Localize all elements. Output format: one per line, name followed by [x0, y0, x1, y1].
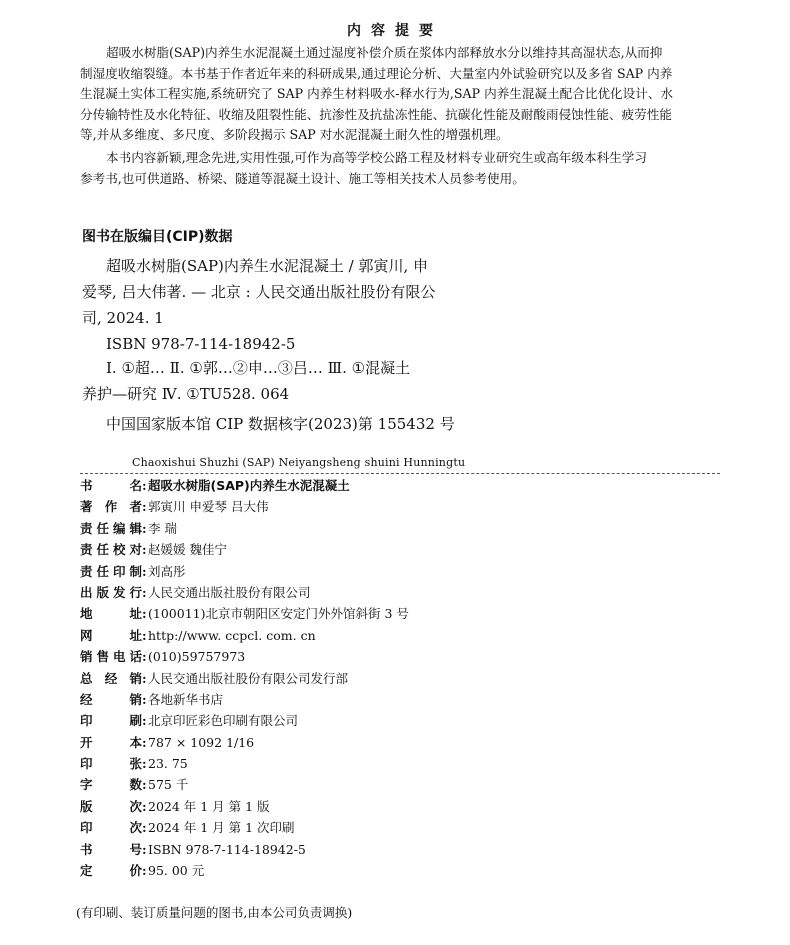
- colophon-row: [80, 647, 720, 668]
- label-char: 责: [80, 563, 93, 579]
- summary-title: 内容提要: [347, 23, 443, 39]
- colophon-row: [80, 797, 720, 818]
- label-char: 辑: [129, 520, 142, 536]
- colophon-row: [80, 818, 720, 839]
- colophon-label: [80, 754, 142, 772]
- label-colon: :: [142, 649, 147, 665]
- label-char: 销: [129, 670, 142, 686]
- label-colon: :: [142, 691, 147, 707]
- colophon-value: 李 瑞: [148, 520, 177, 536]
- label-colon: :: [142, 734, 147, 750]
- label-char: 经: [104, 670, 118, 686]
- label-colon: :: [142, 756, 147, 772]
- colophon-label: [80, 540, 142, 558]
- colophon-value: 人民交通出版社股份有限公司发行部: [148, 670, 349, 686]
- label-char: 销: [129, 691, 142, 707]
- label-char: 价: [129, 863, 142, 879]
- cip-heading: 图书在版编目(CIP)数据: [82, 229, 233, 245]
- summary-line: 生混凝土实体工程实施,系统研究了 SAP 内养生材料吸水-释水行为,SAP 内养生混凝土配合比优化设计、水: [80, 86, 674, 101]
- label-colon: :: [142, 499, 147, 515]
- colophon-row: [80, 562, 720, 583]
- label-char: 总: [80, 670, 93, 686]
- cip-number-block: [82, 411, 502, 437]
- colophon-label: [80, 775, 142, 793]
- cip-number: 中国国家版本馆 CIP 数据核字(2023)第 155432 号: [106, 415, 455, 433]
- label-char: 址: [129, 627, 142, 643]
- label-char: 责: [80, 520, 93, 536]
- colophon-value: 郭寅川 申爱琴 吕大伟: [148, 499, 269, 515]
- label-char: 书: [80, 841, 93, 857]
- label-char: 著: [80, 499, 93, 515]
- colophon-label: [80, 711, 142, 729]
- colophon-row: [80, 583, 720, 604]
- colophon-label: [80, 818, 142, 836]
- colophon-label: [80, 797, 142, 815]
- summary-paragraph-1: [80, 43, 720, 146]
- label-char: 印: [80, 713, 93, 729]
- colophon-label: [80, 562, 142, 580]
- colophon-label: [80, 519, 142, 537]
- colophon-row: [80, 840, 720, 861]
- label-colon: :: [142, 520, 147, 536]
- colophon-label: [80, 583, 142, 601]
- colophon-row: [80, 733, 720, 754]
- colophon-row: [80, 861, 720, 882]
- cip-line: 养护—研究 Ⅳ. ①TU528. 064: [82, 385, 290, 403]
- colophon-value: 北京印匠彩色印刷有限公司: [148, 713, 299, 729]
- label-colon: :: [142, 563, 147, 579]
- colophon-row: [80, 604, 720, 625]
- label-colon: :: [142, 798, 147, 814]
- label-char: 书: [80, 478, 93, 493]
- label-char: 作: [104, 499, 118, 515]
- colophon-row: [80, 476, 720, 497]
- label-char: 电: [112, 649, 126, 665]
- colophon-value: 2024 年 1 月 第 1 版: [148, 798, 270, 814]
- label-char: 印: [80, 820, 93, 836]
- colophon-value: (100011)北京市朝阳区安定门外外馆斜街 3 号: [148, 606, 409, 622]
- label-char: 印: [80, 756, 93, 772]
- label-char: 本: [129, 734, 142, 750]
- label-char: 数: [129, 777, 142, 793]
- summary-line: 分传输特性及水化特征、收缩及阻裂性能、抗渗性及抗盐冻性能、抗碳化性能及耐酸雨侵蚀性能、疲劳性能: [80, 106, 672, 122]
- label-char: 经: [80, 691, 93, 707]
- label-char: 编: [112, 520, 126, 536]
- summary-line: 等,并从多维度、多尺度、多阶段揭示 SAP 对水泥混凝土耐久性的增强机理。: [80, 127, 509, 142]
- cip-classification: [82, 355, 502, 407]
- cip-record: [82, 253, 502, 357]
- label-colon: :: [142, 820, 147, 836]
- colophon-value: ISBN 978-7-114-18942-5: [148, 841, 306, 857]
- label-colon: :: [142, 713, 147, 729]
- label-char: 出: [80, 584, 93, 600]
- label-char: 发: [112, 584, 126, 600]
- summary-line: 参考书,也可供道路、桥梁、隧道等混凝土设计、施工等相关技术人员参考使用。: [80, 170, 525, 186]
- colophon-label: [80, 476, 142, 494]
- label-char: 址: [129, 606, 142, 622]
- cip-line: 司, 2024. 1: [82, 309, 164, 327]
- cip-line: 超吸水树脂(SAP)内养生水泥混凝土 / 郭寅川, 申: [106, 257, 429, 275]
- label-colon: :: [142, 777, 147, 793]
- colophon-value: (010)59757973: [148, 649, 246, 665]
- label-char: 号: [129, 841, 142, 857]
- colophon-list: [80, 476, 720, 882]
- label-char: 版: [80, 798, 93, 814]
- colophon-row: [80, 690, 720, 711]
- colophon-label: [80, 840, 142, 858]
- label-char: 话: [129, 649, 142, 665]
- cip-line: Ⅰ. ①超… Ⅱ. ①郭…②申…③吕… Ⅲ. ①混凝土: [106, 359, 411, 377]
- colophon-value: 人民交通出版社股份有限公司: [148, 584, 311, 600]
- label-char: 任: [96, 520, 109, 536]
- label-char: 任: [96, 542, 109, 558]
- label-char: 张: [129, 756, 142, 772]
- colophon-row: [80, 711, 720, 732]
- colophon-row: [80, 497, 720, 518]
- colophon-label: [80, 497, 142, 515]
- colophon-label: [80, 861, 142, 879]
- summary-line: 本书内容新颖,理念先进,实用性强,可作为高等学校公路工程及材料专业研究生或高年级本科生学习: [106, 150, 647, 165]
- colophon-value: 超吸水树脂(SAP)内养生水泥混凝土: [148, 478, 350, 493]
- label-char: 者: [129, 499, 142, 515]
- colophon-value: 23. 75: [148, 756, 188, 772]
- label-colon: :: [142, 584, 147, 600]
- cip-line: 爱琴, 吕大伟著. — 北京 : 人民交通出版社股份有限公: [82, 283, 436, 301]
- colophon-value: 95. 00 元: [148, 863, 205, 879]
- label-char: 版: [96, 584, 109, 600]
- label-char: 责: [80, 542, 93, 558]
- label-colon: :: [142, 478, 147, 493]
- label-char: 任: [96, 563, 109, 579]
- colophon-label: [80, 733, 142, 751]
- footer-note: (有印刷、装订质量问题的图书,由本公司负责调换): [76, 905, 353, 920]
- label-colon: :: [142, 542, 147, 558]
- pinyin-title: Chaoxishui Shuzhi (SAP) Neiyangsheng shuini Hunningtu: [132, 456, 466, 469]
- summary-paragraph-2: [80, 148, 720, 189]
- label-char: 印: [112, 563, 126, 579]
- colophon-value: http://www. ccpcl. com. cn: [148, 627, 316, 643]
- label-char: 次: [129, 798, 142, 814]
- label-char: 定: [80, 863, 93, 879]
- colophon-value: 575 千: [148, 777, 189, 793]
- label-char: 售: [96, 649, 109, 665]
- divider-line: [80, 473, 720, 474]
- colophon-value: 赵媛媛 魏佳宁: [148, 542, 227, 558]
- colophon-label: [80, 669, 142, 687]
- label-char: 字: [80, 777, 93, 793]
- label-char: 销: [80, 649, 93, 665]
- label-char: 刷: [129, 713, 142, 729]
- label-char: 次: [129, 820, 142, 836]
- colophon-value: 787 × 1092 1/16: [148, 734, 255, 750]
- label-char: 对: [129, 542, 142, 558]
- summary-line: 超吸水树脂(SAP)内养生水泥混凝土通过湿度补偿介质在浆体内部释放水分以维持其高湿状态,从而抑: [106, 45, 663, 60]
- label-char: 行: [129, 584, 142, 600]
- label-colon: :: [142, 606, 147, 622]
- colophon-value: 刘高彤: [148, 563, 186, 579]
- label-colon: :: [142, 841, 147, 857]
- colophon-row: [80, 669, 720, 690]
- label-colon: :: [142, 863, 147, 879]
- colophon-label: [80, 647, 142, 665]
- colophon-label: [80, 604, 142, 622]
- colophon-row: [80, 754, 720, 775]
- label-colon: :: [142, 627, 147, 643]
- colophon-label: [80, 690, 142, 708]
- colophon-value: 2024 年 1 月 第 1 次印刷: [148, 820, 295, 836]
- cip-line: ISBN 978-7-114-18942-5: [106, 335, 296, 353]
- label-colon: :: [142, 670, 147, 686]
- summary-line: 制湿度收缩裂缝。本书基于作者近年来的科研成果,通过理论分析、大量室内外试验研究以及多省 SAP 内养: [80, 65, 673, 81]
- label-char: 名: [129, 478, 142, 493]
- colophon-row: [80, 626, 720, 647]
- label-char: 制: [129, 563, 142, 579]
- colophon-row: [80, 540, 720, 561]
- colophon-row: [80, 519, 720, 540]
- colophon-value: 各地新华书店: [148, 691, 224, 707]
- label-char: 校: [112, 542, 126, 558]
- label-char: 网: [80, 627, 93, 643]
- colophon-row: [80, 775, 720, 796]
- label-char: 开: [80, 734, 93, 750]
- label-char: 地: [80, 606, 93, 622]
- colophon-label: [80, 626, 142, 644]
